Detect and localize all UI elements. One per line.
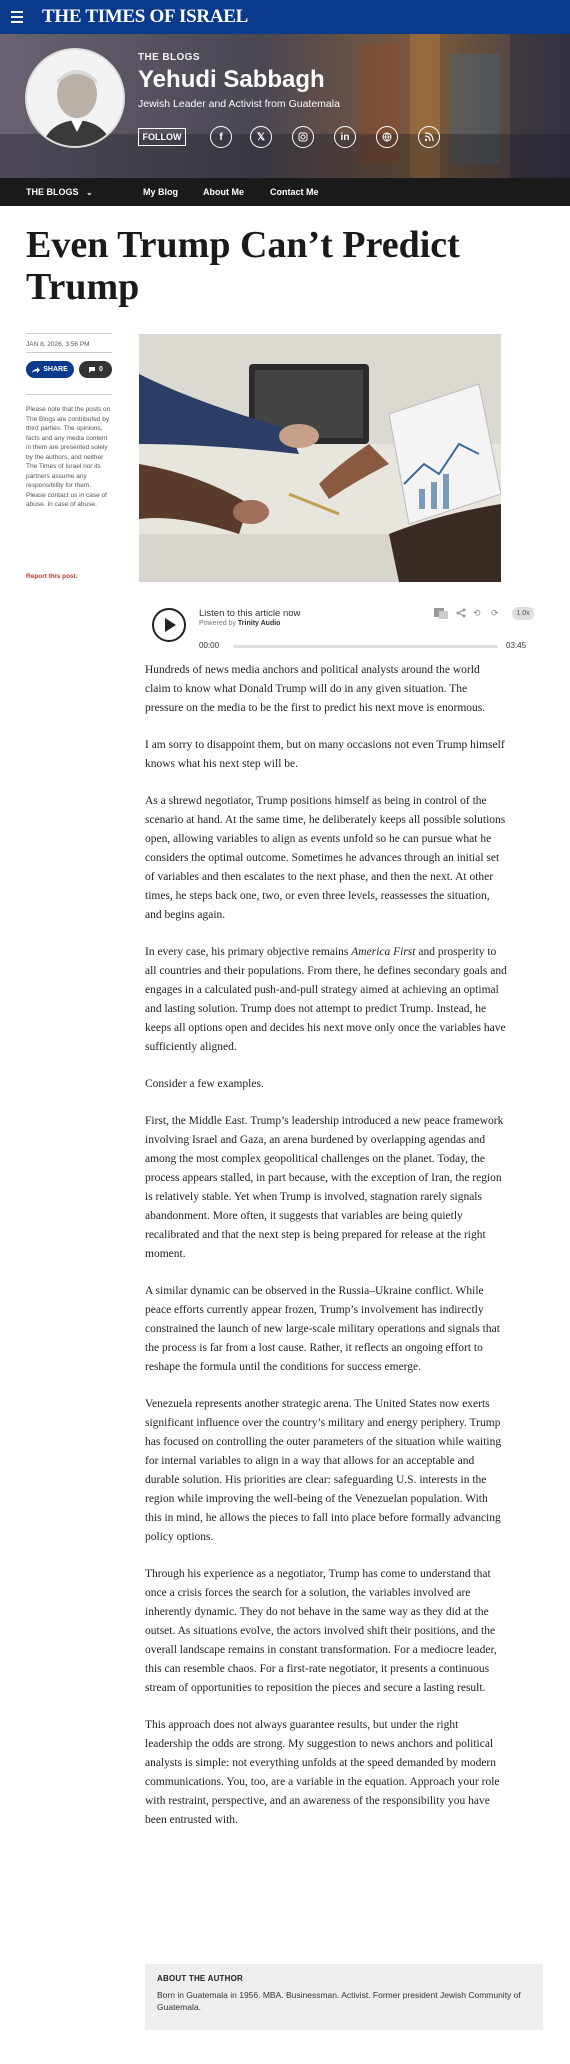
comments-button[interactable] — [79, 361, 112, 378]
article-paragraph: First, the Middle East. Trump’s leadership introduced a new peace framework involving Israel and Gaza, an arena burdened by overlapping agendas and among the most complex geopolitical challenges on the planet. Today, the process appears stalled, in part because, with the exception of Iran, the region is relatively stable. Yet when Trump is involved, stagnation rarely signals abandonment. More often, it suggests that variables are being quietly recalibrated and that the next step is being prepared for release at the right moment. — [145, 1115, 504, 1260]
article-body — [145, 661, 507, 1848]
blogs-section-label[interactable]: THE BLOGS — [138, 52, 200, 63]
article-paragraph: Venezuela represents another strategic arena. The United States now exerts significant influence over the country’s military and energy periphery. Trump has focused on controlling the outer parameters of the situation while waiting for internal variables to align in a way that allows for an acceptable and durable solution. His priorities are clear: safeguarding U.S. interests in the region while improving the well-being of the Venezuelan population. With this in mind, he allows the pieces to fall into place before formally advancing policy options. — [145, 1398, 502, 1543]
blog-header — [0, 34, 570, 178]
divider — [26, 394, 112, 395]
chevron-down-icon: ⌄ — [86, 188, 93, 197]
about-author-box — [145, 1964, 543, 2030]
site-logo[interactable]: THE TIMES OF ISRAEL — [42, 6, 248, 27]
rss-icon[interactable] — [418, 126, 440, 148]
author-name[interactable]: Yehudi Sabbagh — [138, 66, 325, 93]
playback-speed[interactable]: 1.0x — [512, 607, 534, 620]
top-bar — [0, 0, 570, 34]
website-icon[interactable] — [376, 126, 398, 148]
audio-powered-by — [199, 620, 280, 627]
audio-player — [139, 596, 539, 656]
article-paragraph: As a shrewd negotiator, Trump positions himself as being in control of the scenario at hand. At the same time, he deliberately keeps all possible solutions open, allowing variables to align as events unfold so he can pursue what he considers the optimal outcome. Sometimes he advances through an initial set of variables and then escalates to the next phase, and then the next. At other times, he steps back one, two, or even three levels, reassesses the situation, and begins again. — [145, 795, 506, 921]
article-paragraph: I am sorry to disappoint them, but on many occasions not even Trump himself knows what his next step will be. — [145, 739, 505, 770]
author-avatar[interactable] — [25, 48, 125, 148]
follow-button[interactable]: FOLLOW — [138, 128, 186, 146]
report-post-link[interactable]: Report this post. — [26, 573, 78, 580]
author-role: Jewish Leader and Activist from Guatemala — [138, 98, 340, 110]
article-paragraph: Through his experience as a negotiator, Trump has come to understand that once a crisis forces the search for a solution, the variables involved are inherently dynamic. They do not behave in the same way as they did at the outset. As situations evolve, the actors involved shift their positions, and the overall landscape remains in constant transformation. For a mediocre leader, this can resemble chaos. For a first-rate negotiator, it presents a continuous stream of opportunities to reposition the pieces and secure a lasting result. — [145, 1568, 497, 1694]
article-title: Even Trump Can’t Predict Trump — [26, 224, 460, 308]
blogs-disclaimer: Please note that the posts on The Blogs are contributed by third parties. The opinions, facts and any media content in them are presented solely by the authors, and neither The Times of Israel nor its partners assume any responsibility for them. Please contact us in case of abuse. In case of abuse, — [26, 406, 111, 508]
article-paragraph: A similar dynamic can be observed in the Russia–Ukraine conflict. While peace efforts currently appear frozen, Trump’s involvement has indirectly constrained the launch of new large-scale military operations and signals that the process is far from a lost cause. Rather, it reflects an ongoing effort to reshape the formula until the conditions for success emerge. — [145, 1285, 500, 1373]
article-date: JAN 8, 2026, 3:56 PM — [26, 341, 90, 348]
play-icon — [165, 618, 176, 632]
article-main-image — [139, 334, 501, 582]
emphasis-text: America First — [351, 946, 416, 958]
nav-the-blogs-label: THE BLOGS — [26, 187, 79, 197]
share-audio-icon[interactable] — [456, 608, 466, 620]
comment-icon — [88, 366, 96, 374]
article-paragraph: This approach does not always guarantee results, but under the right leadership the odds are strong. My suggestion to news anchors and political analysts is simple: not everything unfolds at the speed demanded by modern communications. You, too, are a variable in the equation. Approach your role with restraint, perspective, and an awareness of the responsibility you have been entrusted with. — [145, 1719, 500, 1826]
nav-contact-me[interactable]: Contact Me — [270, 187, 319, 197]
linkedin-icon[interactable]: in — [334, 126, 356, 148]
audio-time-current: 00:00 — [199, 641, 220, 650]
rewind-icon[interactable]: ⟲ — [473, 608, 481, 618]
audio-time-total: 03:45 — [506, 641, 527, 650]
about-author-text: Born in Guatemala in 1956. MBA. Businessman. Activist. Former president Jewish Community of Guatemala. — [157, 1990, 521, 2012]
facebook-icon[interactable]: f — [210, 126, 232, 148]
audio-powered-prefix: Powered by — [199, 620, 236, 627]
instagram-icon[interactable] — [292, 126, 314, 148]
comment-count: 0 — [99, 366, 103, 373]
share-label: SHARE — [43, 366, 68, 373]
nav-about-me[interactable]: About Me — [203, 187, 244, 197]
audio-title: Listen to this article now — [199, 608, 301, 619]
divider — [26, 352, 112, 353]
forward-icon[interactable]: ⟳ — [491, 608, 499, 618]
share-icon — [32, 366, 40, 374]
blog-nav — [0, 178, 570, 206]
x-icon[interactable]: 𝕏 — [250, 126, 272, 148]
audio-progress-bar[interactable] — [233, 645, 498, 648]
audio-powered-brand[interactable]: Trinity Audio — [237, 620, 281, 627]
divider — [26, 333, 112, 334]
nav-the-blogs-dropdown[interactable] — [26, 178, 93, 206]
menu-icon[interactable] — [0, 0, 34, 34]
play-button[interactable] — [152, 608, 186, 642]
translate-icon[interactable] — [434, 608, 448, 621]
nav-my-blog[interactable]: My Blog — [143, 187, 178, 197]
article-paragraph: Hundreds of news media anchors and political analysts around the world claim to know what Donald Trump will do in any given situation. The pressure on the media to be the first to predict his next move is enormous. — [145, 664, 486, 714]
article-paragraph: In every case, his primary objective remains America First and prosperity to all countries and their populations. From there, he defines secondary goals and engages in a calculated push-and-pull strategy aimed at achieving an optimal and lasting solution. Trump does not attempt to predict Trump. Instead, he keeps all options open and decides his next move only once the variables have sufficiently aligned. — [145, 946, 507, 1053]
share-button[interactable] — [26, 361, 74, 378]
article-paragraph: Consider a few examples. — [145, 1078, 264, 1090]
about-author-title: ABOUT THE AUTHOR — [157, 1974, 244, 1983]
